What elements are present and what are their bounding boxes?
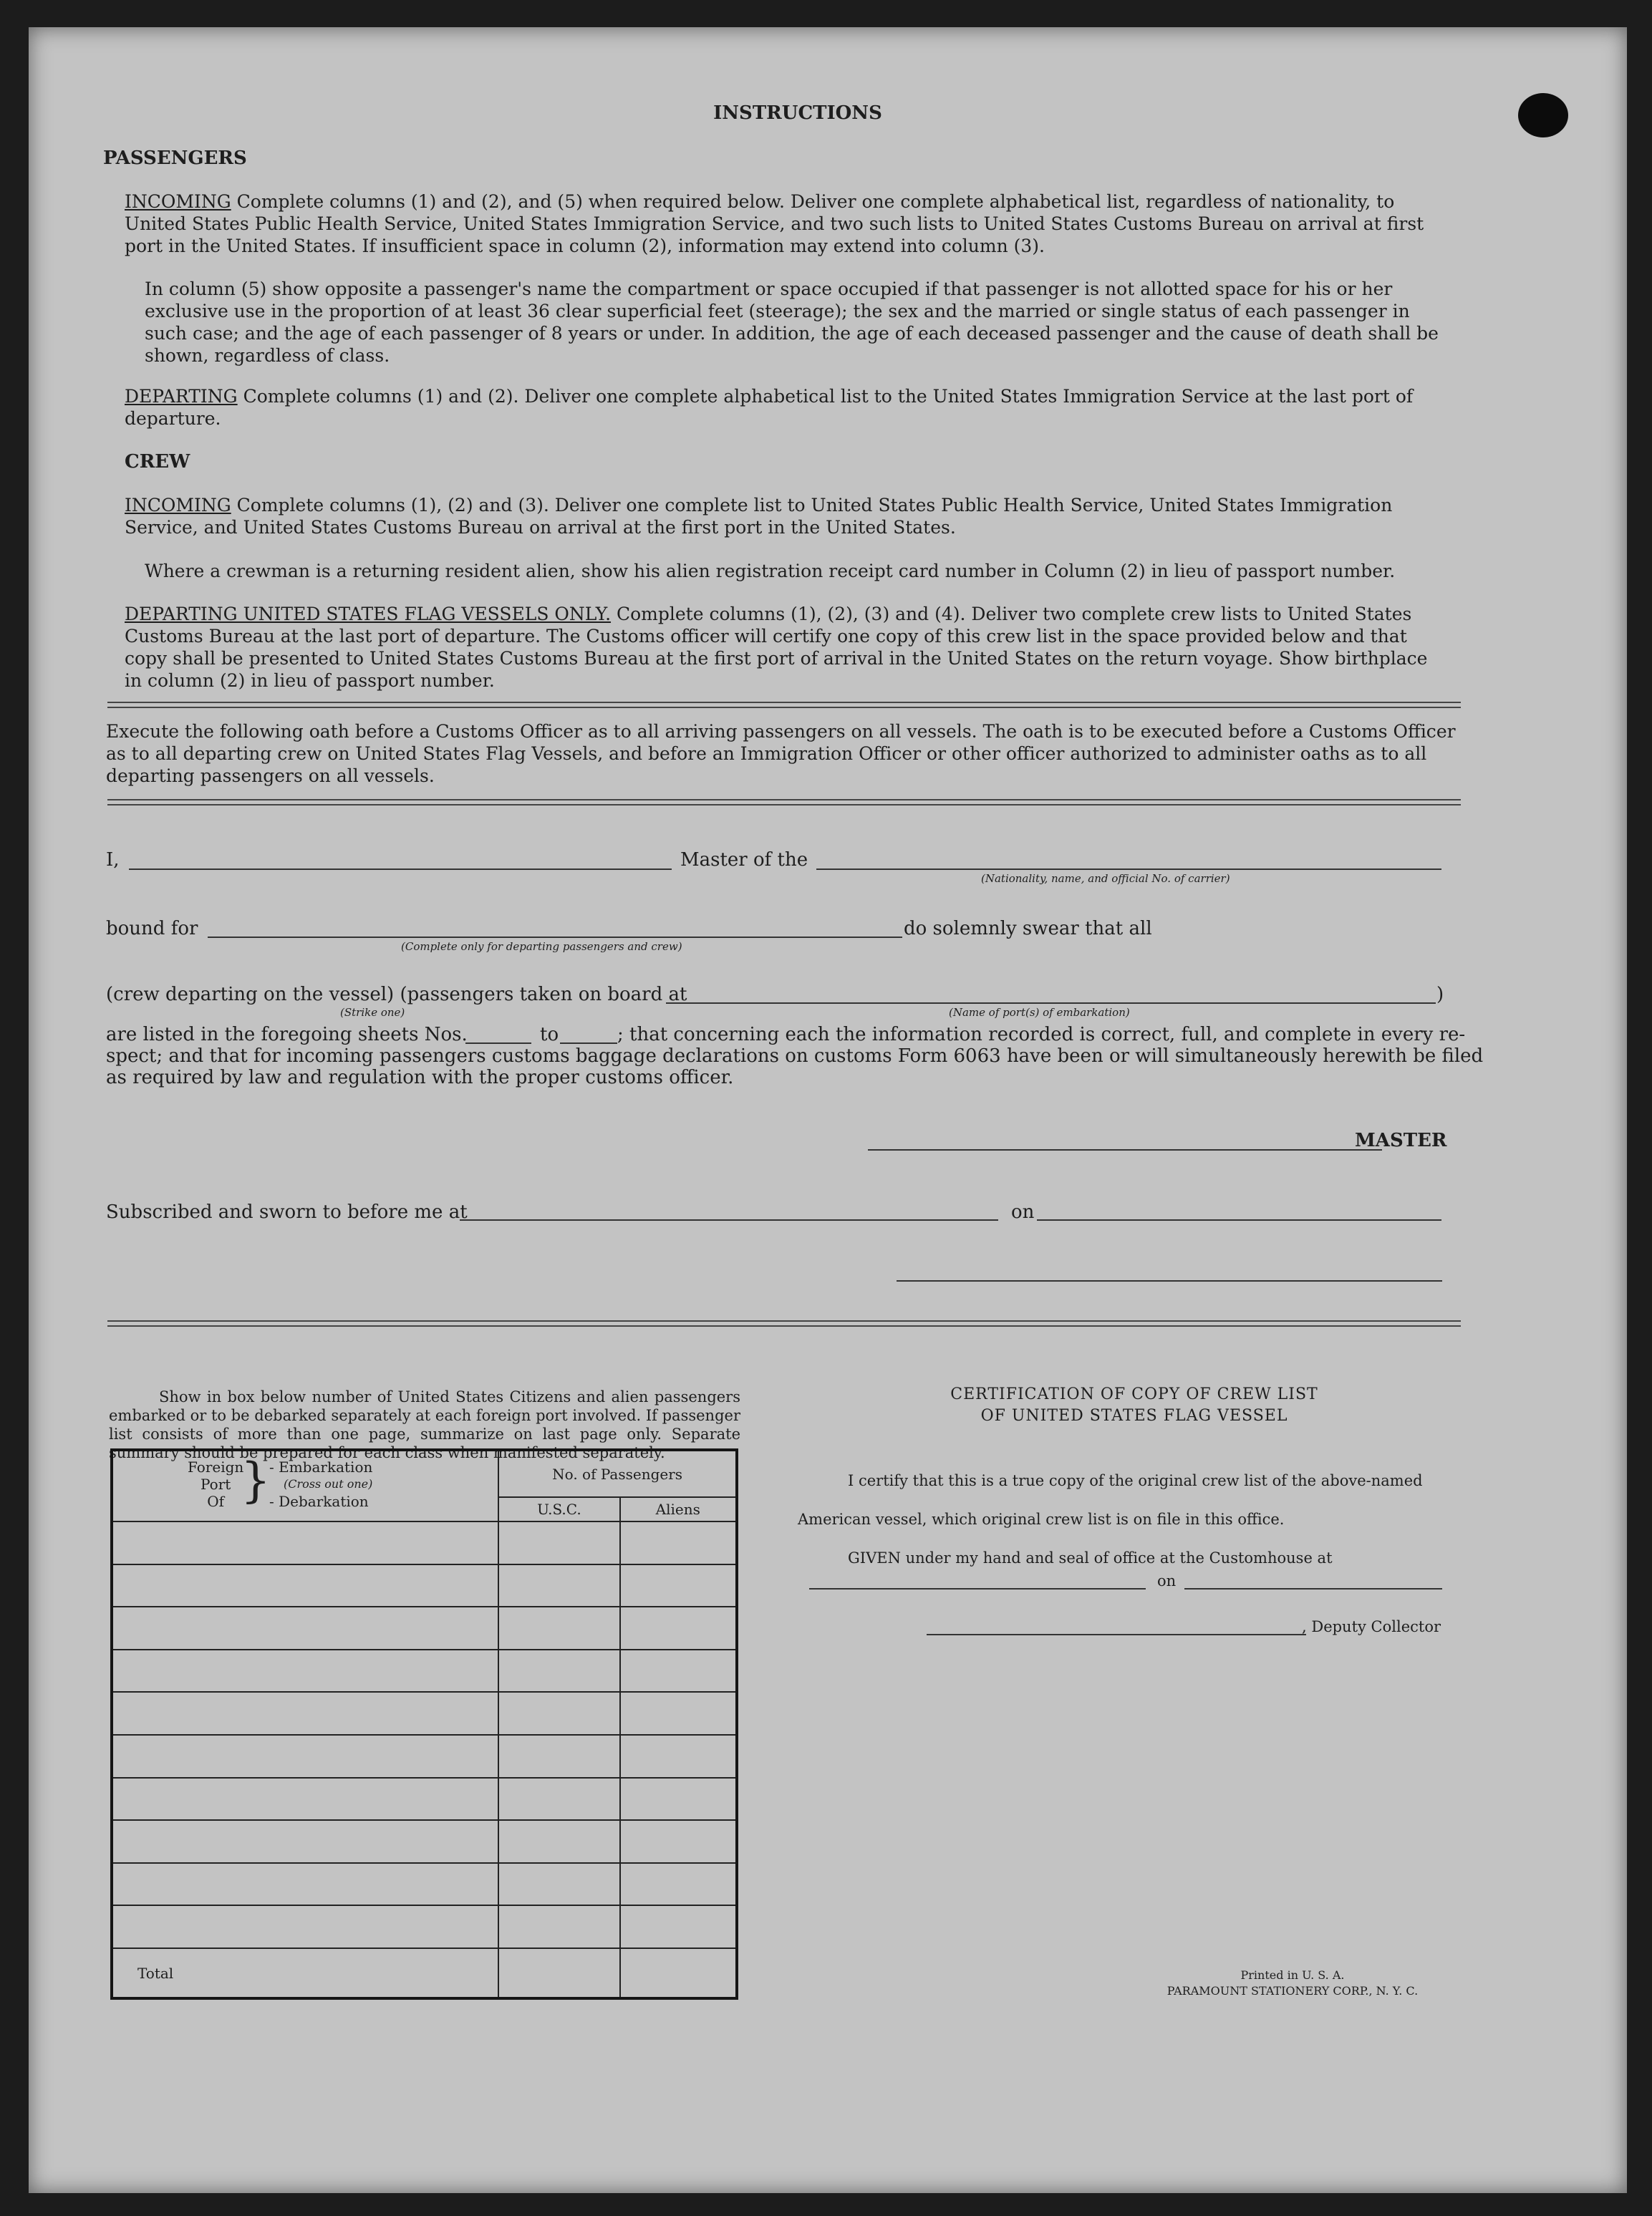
total-row: [112, 1948, 737, 1998]
table-row: [112, 1905, 737, 1948]
usc-cell[interactable]: [498, 1778, 619, 1821]
aliens-cell[interactable]: [620, 1778, 737, 1821]
close-paren: ): [1436, 984, 1444, 1005]
sheet-to-field[interactable]: [560, 1042, 617, 1044]
usc-cell[interactable]: [498, 1692, 619, 1735]
total-aliens-cell[interactable]: [620, 1948, 737, 1998]
summary-instructions: Show in box below number of United States Citizens and alien passengers embarked or to be debarked separately at each foreign port involved. If passenger list consists of more than one page, summarize on last page only. Separate summary should be prepared for each class when manifested separately.: [109, 1388, 740, 1461]
port-cell[interactable]: [112, 1863, 498, 1906]
port-cell[interactable]: [112, 1607, 498, 1650]
printed-in: Printed in U. S. A.: [1240, 1968, 1345, 1982]
master-signature-field[interactable]: [868, 1149, 1382, 1151]
aliens-cell[interactable]: [620, 1735, 737, 1778]
carrier-field[interactable]: [816, 869, 1441, 870]
port-cell[interactable]: [112, 1564, 498, 1607]
sworn-date-field[interactable]: [1037, 1219, 1441, 1221]
customhouse-field[interactable]: [809, 1588, 1146, 1590]
departing-text: Complete columns (1) and (2). Deliver one complete alphabetical list to the United States Immigration Service at the last port of departure.: [125, 386, 1414, 429]
usc-cell[interactable]: [498, 1735, 619, 1778]
usc-cell[interactable]: [498, 1607, 619, 1650]
usc-header: U.S.C.: [498, 1497, 619, 1521]
aliens-cell[interactable]: [620, 1863, 737, 1906]
port-cell[interactable]: [112, 1735, 498, 1778]
aliens-cell[interactable]: [620, 1692, 737, 1735]
port-cell[interactable]: [112, 1692, 498, 1735]
table-row: [112, 1521, 737, 1564]
aliens-cell[interactable]: [620, 1905, 737, 1948]
port-label: Port: [201, 1476, 231, 1493]
table-row: [112, 1607, 737, 1650]
crew-incoming-paragraph: [125, 494, 1442, 538]
table-row: [112, 1863, 737, 1906]
total-label: Total: [112, 1948, 498, 1998]
listed-line1-c: ; that concerning each the information recorded is correct, full, and complete in every re-: [617, 1024, 1466, 1045]
certify-line2: American vessel, which original crew list is on file in this office.: [798, 1511, 1285, 1528]
master-name-field[interactable]: [129, 869, 672, 870]
sheet-from-field[interactable]: [465, 1042, 531, 1044]
listed-line3: as required by law and regulation with the proper customs officer.: [106, 1067, 734, 1088]
incoming-text: Complete columns (1) and (2), and (5) when required below. Deliver one complete alphabetical list, regardless of nationality, to United States Public Health Service, United States Immigration Service, and two such lists to United States Customs Bureau on arrival at first port in the United States. If insufficient space in column (2), information may extend into column (3).: [125, 191, 1424, 256]
table-row: [112, 1650, 737, 1693]
cert-title-line1: CERTIFICATION OF COPY OF CREW LIST: [950, 1385, 1318, 1403]
master-label: MASTER: [1355, 1130, 1447, 1151]
cross-out-label: (Cross out one): [284, 1477, 373, 1491]
port-cell[interactable]: [112, 1905, 498, 1948]
usc-cell[interactable]: [498, 1905, 619, 1948]
port-cell[interactable]: [112, 1778, 498, 1821]
bound-for-label: bound for: [106, 918, 198, 939]
foreign-label: Foreign: [188, 1458, 244, 1476]
departing-us-text: Complete columns (1), (2), (3) and (4). Deliver two complete crew lists to United States Customs Bureau at the last port of departure. The Customs officer will certify one copy of this crew list in the space provided below and that copy shall be presented to United States Customs Bureau at the first port of arrival in the United States on the return voyage. Show birthplace in column (2) in lieu of passport number.: [125, 604, 1428, 691]
cert-on-label: on: [1157, 1572, 1177, 1590]
usc-cell[interactable]: [498, 1650, 619, 1693]
debarkation-label: - Debarkation: [269, 1493, 369, 1510]
aliens-cell[interactable]: [620, 1820, 737, 1863]
crew-departing-label: (crew departing on the vessel) (passengers taken on board at: [106, 984, 687, 1005]
crewman-paragraph: Where a crewman is a returning resident alien, show his alien registration receipt card number in Column (2) in lieu of passport number.: [145, 561, 1396, 581]
crew-incoming-label: INCOMING: [125, 495, 231, 516]
departing-us-label: DEPARTING UNITED STATES FLAG VESSELS ONLY.: [125, 604, 612, 624]
listed-line1-a: are listed in the foregoing sheets Nos.: [106, 1024, 468, 1045]
divider: [107, 799, 1461, 805]
aliens-header: Aliens: [620, 1497, 737, 1521]
of-label: Of: [207, 1493, 225, 1510]
port-header-cell: [112, 1450, 498, 1521]
i-label: I,: [106, 849, 120, 871]
embarkation-label: - Embarkation: [269, 1458, 373, 1476]
listed-line2: spect; and that for incoming passengers customs baggage declarations on customs Form 6063 have been or will simultaneously herewith be filed: [106, 1045, 1484, 1067]
passengers-heading: PASSENGERS: [103, 147, 247, 169]
passengers-incoming-paragraph: [125, 190, 1442, 257]
usc-cell[interactable]: [498, 1820, 619, 1863]
port-cell[interactable]: [112, 1521, 498, 1564]
departing-us-paragraph: [125, 603, 1442, 692]
officer-signature-field[interactable]: [897, 1280, 1442, 1282]
aliens-cell[interactable]: [620, 1564, 737, 1607]
incoming-label: INCOMING: [125, 191, 231, 212]
total-usc-cell[interactable]: [498, 1948, 619, 1998]
master-of-label: Master of the: [680, 849, 808, 871]
deputy-signature-field[interactable]: [927, 1634, 1306, 1635]
table-row: [112, 1564, 737, 1607]
divider: [107, 1320, 1461, 1327]
aliens-cell[interactable]: [620, 1607, 737, 1650]
sworn-on-label: on: [1011, 1201, 1035, 1223]
swear-label: do solemnly swear that all: [904, 918, 1152, 939]
usc-cell[interactable]: [498, 1564, 619, 1607]
instructions-title: INSTRUCTIONS: [713, 102, 882, 124]
oath-intro: Execute the following oath before a Customs Officer as to all arriving passengers on all vessels. The oath is to be executed before a Customs Officer as to all departing crew on United States Flag Vessels, and before an Immigration Officer or other officer authorized to administer oaths as to all departing passengers on all vessels.: [106, 721, 1456, 786]
nationality-caption: (Nationality, name, and official No. of carrier): [981, 872, 1230, 885]
departing-label: DEPARTING: [125, 386, 238, 407]
aliens-cell[interactable]: [620, 1650, 737, 1693]
given-text: GIVEN under my hand and seal of office at the Customhouse at: [848, 1549, 1333, 1567]
listed-line1-b: to: [540, 1024, 559, 1045]
passengers-departing-paragraph: [125, 385, 1442, 430]
crew-incoming-text: Complete columns (1), (2) and (3). Deliver one complete list to United States Public Health Service, United States Immigration Service, and United States Customs Bureau on arrival at the first port in the United States.: [125, 495, 1393, 538]
divider: [107, 702, 1461, 708]
sworn-place-field[interactable]: [460, 1219, 998, 1221]
cert-title-line2: OF UNITED STATES FLAG VESSEL: [980, 1407, 1288, 1425]
port-cell[interactable]: [112, 1650, 498, 1693]
ports-caption: (Name of port(s) of embarkation): [949, 1006, 1130, 1019]
strike-one-caption: (Strike one): [340, 1006, 405, 1019]
passenger-summary-table: [110, 1448, 738, 2000]
cert-date-field[interactable]: [1184, 1588, 1442, 1590]
usc-cell[interactable]: [498, 1863, 619, 1906]
subscribed-label: Subscribed and sworn to before me at: [106, 1201, 468, 1223]
certify-line1: I certify that this is a true copy of the original crew list of the above-named: [848, 1472, 1423, 1489]
deputy-label: , Deputy Collector: [1302, 1618, 1441, 1635]
column5-paragraph: In column (5) show opposite a passenger's name the compartment or space occupied if that passenger is not allotted space for his or her exclusive use in the proportion of at least 36 clear superficial feet (steerage); the sex and the married or single status of each passenger in such case; and the age of each passenger of 8 years or under. In addition, the age of each deceased passenger and the cause of death shall be shown, regardless of class.: [145, 279, 1439, 366]
port-cell[interactable]: [112, 1820, 498, 1863]
form-page: [29, 27, 1627, 2193]
no-of-passengers-header: No. of Passengers: [498, 1450, 737, 1497]
crew-heading: CREW: [125, 451, 190, 473]
brace-icon: }: [241, 1453, 271, 1508]
aliens-cell[interactable]: [620, 1521, 737, 1564]
embarkation-ports-field[interactable]: [666, 1002, 1436, 1004]
table-row: [112, 1735, 737, 1778]
bound-for-field[interactable]: [208, 937, 902, 938]
table-row: [112, 1692, 737, 1735]
table-row: [112, 1820, 737, 1863]
usc-cell[interactable]: [498, 1521, 619, 1564]
table-row: [112, 1778, 737, 1821]
printer-name: PARAMOUNT STATIONERY CORP., N. Y. C.: [1166, 1984, 1419, 1998]
complete-only-caption: (Complete only for departing passengers and crew): [401, 940, 682, 953]
